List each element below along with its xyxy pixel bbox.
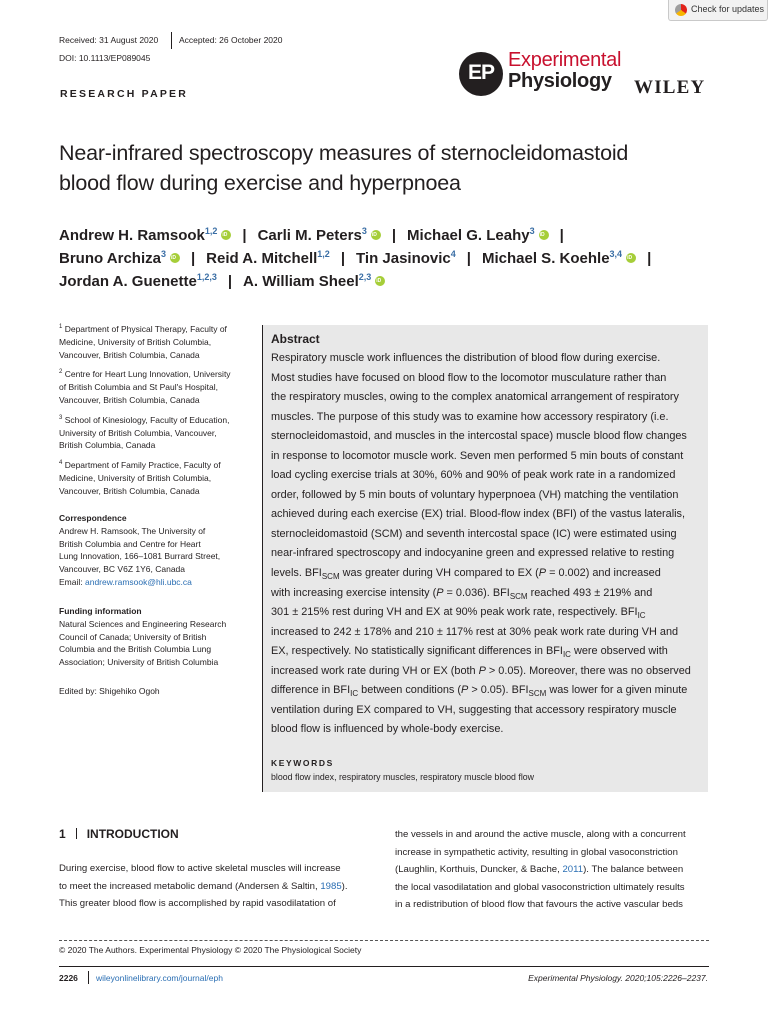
received-date: Received: 31 August 2020: [59, 35, 159, 45]
section-number: 1: [59, 827, 66, 841]
author-aff: 3: [529, 226, 535, 236]
funding-line: Council of Canada; University of British: [59, 631, 207, 642]
intro-left-column: [59, 860, 372, 913]
journal-name-line2: Physiology: [508, 70, 612, 92]
abstract-line: increased to 242 ± 178% and 210 ± 117% rest at 30% peak work rate during VH and: [271, 625, 679, 638]
journal-logo-circle: [459, 52, 503, 96]
abstract-line: blood flow is influenced by whole-body exercise.: [271, 723, 504, 736]
author-separator: |: [466, 250, 471, 267]
author-name[interactable]: Michael G. Leahy: [407, 227, 530, 244]
orcid-icon[interactable]: [375, 276, 385, 286]
body-line: in a redistribution of blood flow that favours the active vascular beds: [395, 899, 683, 910]
author-row-3: [59, 270, 662, 293]
author-aff: 1,2: [317, 249, 330, 259]
affiliation-number: 2: [59, 369, 63, 376]
orcid-icon[interactable]: [371, 230, 381, 240]
article-type: RESEARCH PAPER: [60, 88, 189, 100]
abstract-line: load cycling exercise trials at 30%, 60% and 90% of peak work rate in a randomized: [271, 469, 676, 482]
edited-by: Edited by: Shigehiko Ogoh: [59, 686, 160, 696]
affiliation-line: Medicine, University of British Columbia,: [59, 336, 212, 347]
author-separator: |: [647, 250, 652, 267]
funding-line: Columbia and the British Columbia Lung: [59, 644, 212, 655]
affiliation-line: Department of Family Practice, Faculty of: [64, 460, 221, 471]
author-row-2: [59, 247, 662, 270]
abstract-line: order, followed by 5 min bouts of voluntary hyperpnoea (VH) matching the ventilation: [271, 488, 679, 501]
article-title: [59, 138, 628, 198]
abstract-line: difference in $BFI_{IC}$ between conditions (P > 0.05). $BFI_{SCM}$ was lower for a given minute: [271, 684, 688, 699]
abstract-line: ventilation during EX compared to VH, suggesting that accessory respiratory muscle: [271, 703, 677, 716]
body-line: (Laughlin, Korthuis, Duncker, & Bache, 2011). The balance between: [395, 864, 684, 875]
author-aff: 4: [450, 249, 456, 259]
funding-info: [59, 605, 249, 669]
affiliation-number: 3: [59, 414, 63, 421]
body-line: This greater blood flow is accomplished by rapid vasodilatation of: [59, 898, 336, 909]
footer-rule: [59, 966, 709, 967]
affiliation-line: of British Columbia and St Paul's Hospital,: [59, 382, 218, 393]
journal-name-line1: Experimental: [508, 49, 622, 71]
abstract-line: EX, respectively. No statistically significant differences in $BFI_{IC}$ were observed with: [271, 645, 668, 660]
abstract: [271, 330, 701, 740]
publisher-logo: WILEY: [634, 77, 706, 98]
author-aff: 3: [361, 226, 367, 236]
abstract-line: sternocleidomastoid, and muscles in the intercostal space) muscle blood flow changes: [271, 430, 687, 443]
author-separator: |: [242, 227, 247, 244]
author-separator: |: [227, 273, 233, 290]
affiliation-number: 1: [59, 324, 63, 331]
author-list: [59, 224, 662, 293]
correspondence-line: Lung Innovation, 166–1081 Burrard Street,: [59, 551, 221, 562]
citation-info: Experimental Physiology. 2020;105:2226–2237.: [528, 973, 708, 983]
body-line: the local vasodilatation and global vasoconstriction ultimately results: [395, 881, 685, 893]
copyright: © 2020 The Authors. Experimental Physiology © 2020 The Physiological Society: [59, 945, 362, 955]
body-line: to meet the increased metabolic demand (Andersen & Saltin, 1985).: [59, 880, 348, 892]
email-link[interactable]: andrew.ramsook@hli.ubc.ca: [84, 576, 192, 587]
citation-link[interactable]: 2011: [562, 864, 584, 875]
title-line-1: Near-infrared spectroscopy measures of sternocleidomastoid: [59, 141, 629, 165]
abstract-line: sternocleidomastoid (SCM) and seventh intercostal space (IC) were estimated using: [271, 527, 677, 540]
correspondence-line: Vancouver, BC V6Z 1Y6, Canada: [59, 564, 186, 575]
correspondence-line: Andrew H. Ramsook, The University of: [59, 525, 206, 536]
orcid-icon[interactable]: [626, 253, 636, 263]
affiliation-line: University of British Columbia, Vancouver,: [59, 427, 217, 438]
abstract-line: achieved during each exercise (EX) trial. Blood-flow index (BFI) of the vastus lateralis,: [271, 508, 686, 521]
affiliation-number: 4: [59, 460, 63, 467]
page-number: 2226: [59, 973, 78, 983]
citation-link[interactable]: 1985: [320, 880, 342, 892]
affiliation-line: Department of Physical Therapy, Faculty of: [64, 324, 227, 334]
check-for-updates-button[interactable]: [668, 0, 768, 21]
body-line: During exercise, blood flow to active skeletal muscles will increase: [59, 863, 341, 874]
affiliation: [59, 368, 249, 406]
header-divider: [171, 32, 172, 49]
footer-divider: [88, 971, 89, 984]
funding-line: Natural Sciences and Engineering Research: [59, 618, 227, 629]
journal-logo-letters: EP: [467, 61, 494, 84]
abstract-line: 301 ± 215% rest during VH and EX at 90% peak work rate, respectively. $BFI_{IC}$: [271, 606, 646, 621]
funding-line: Association; University of British Columbia: [59, 657, 219, 668]
author-separator: |: [340, 250, 346, 267]
author-aff: 2,3: [358, 272, 372, 282]
abstract-text: [271, 349, 701, 740]
abstract-line: increased work rate during VH or EX (both P > 0.05). Moreover, there was no observed: [271, 664, 691, 677]
orcid-icon[interactable]: [170, 253, 180, 263]
author-separator: |: [559, 227, 564, 244]
author-aff: 1,2,3: [196, 272, 217, 282]
abstract-heading: Abstract: [271, 332, 320, 346]
affiliation-line: Medicine, University of British Columbia,: [59, 472, 212, 483]
section-heading: [59, 827, 179, 841]
doi: DOI: 10.1113/EP089045: [59, 53, 151, 63]
affiliation-line: Vancouver, British Columbia, Canada: [59, 349, 200, 360]
check-updates-label: Check for updates: [691, 4, 765, 14]
author-name[interactable]: Michael S. Koehle: [482, 250, 610, 267]
author-name[interactable]: A. William Sheel: [243, 273, 359, 290]
author-name[interactable]: Carli M. Peters: [257, 227, 362, 244]
orcid-icon[interactable]: [539, 230, 549, 240]
affiliation: [59, 414, 249, 452]
accepted-date: Accepted: 26 October 2020: [179, 35, 283, 45]
footer-dashed-rule: [59, 940, 709, 941]
title-line-2: blood flow during exercise and hyperpnoea: [59, 171, 461, 195]
author-aff: 3,4: [609, 249, 623, 259]
author-name[interactable]: Bruno Archiza: [59, 250, 161, 267]
check-updates-icon: [675, 4, 687, 16]
correspondence-heading: Correspondence: [59, 513, 127, 523]
affiliation-line: School of Kinesiology, Faculty of Education,: [64, 414, 230, 425]
keywords-heading: KEYWORDS: [271, 758, 334, 768]
abstract-left-rule: [262, 325, 263, 792]
body-line: the vessels in and around the active muscle, along with a concurrent: [395, 829, 686, 840]
affiliation-line: Vancouver, British Columbia, Canada: [59, 394, 200, 405]
abstract-line: levels. $BFI_{SCM}$ was greater during VH compared to EX (P = 0.002) and increased: [271, 567, 661, 582]
affiliation-line: Centre for Heart Lung Innovation, University: [64, 369, 231, 380]
correspondence-line: British Columbia and Centre for Heart: [59, 538, 201, 549]
journal-url-link[interactable]: wileyonlinelibrary.com/journal/eph: [96, 973, 223, 983]
affiliation: [59, 459, 249, 497]
intro-right-column: [395, 826, 708, 914]
abstract-line: Respiratory muscle work influences the distribution of blood flow during exercise.: [271, 352, 661, 364]
section-title: INTRODUCTION: [86, 827, 179, 841]
correspondence-email-line: [59, 576, 249, 589]
abstract-line: muscles. The purpose of this study was to examine how accessory respiratory (i.e.: [271, 410, 669, 423]
author-name[interactable]: Reid A. Mitchell: [206, 250, 318, 267]
keywords: blood flow index, respiratory muscles, respiratory muscle blood flow: [271, 772, 535, 782]
author-name[interactable]: Jordan A. Guenette: [59, 273, 197, 290]
author-name[interactable]: Tin Jasinovic: [356, 250, 451, 267]
abstract-line: Most studies have focused on blood flow to the locomotor musculature rather than: [271, 371, 667, 384]
abstract-line: near-infrared spectroscopy and indocyanine green and expressed relative to resting: [271, 547, 675, 560]
affiliation-line: Vancouver, British Columbia, Canada: [59, 485, 200, 496]
orcid-icon[interactable]: [221, 230, 231, 240]
author-aff: 1,2: [204, 226, 218, 236]
body-line: increase in sympathetic activity, resulting in global vasoconstriction: [395, 846, 678, 858]
author-row-1: [59, 224, 662, 247]
affiliations: [59, 323, 249, 498]
affiliation: [59, 323, 249, 361]
email-label: Email:: [59, 576, 85, 587]
affiliation-line: British Columbia, Canada: [59, 440, 156, 451]
author-separator: |: [190, 250, 196, 267]
author-aff: 3: [160, 249, 166, 259]
abstract-line: in response to locomotor muscle work. Seven men performed 5 min bouts of constant: [271, 449, 684, 462]
abstract-line: with increasing exercise intensity (P = 0.036). $BFI_{SCM}$ reached 493 ± 219% and: [271, 586, 653, 601]
author-name[interactable]: Andrew H. Ramsook: [59, 227, 205, 244]
abstract-line: the respiratory muscles, owing to the complex anatomical arrangement of respiratory: [271, 391, 679, 404]
funding-heading: Funding information: [59, 606, 142, 616]
correspondence: [59, 512, 249, 589]
author-separator: |: [391, 227, 397, 244]
